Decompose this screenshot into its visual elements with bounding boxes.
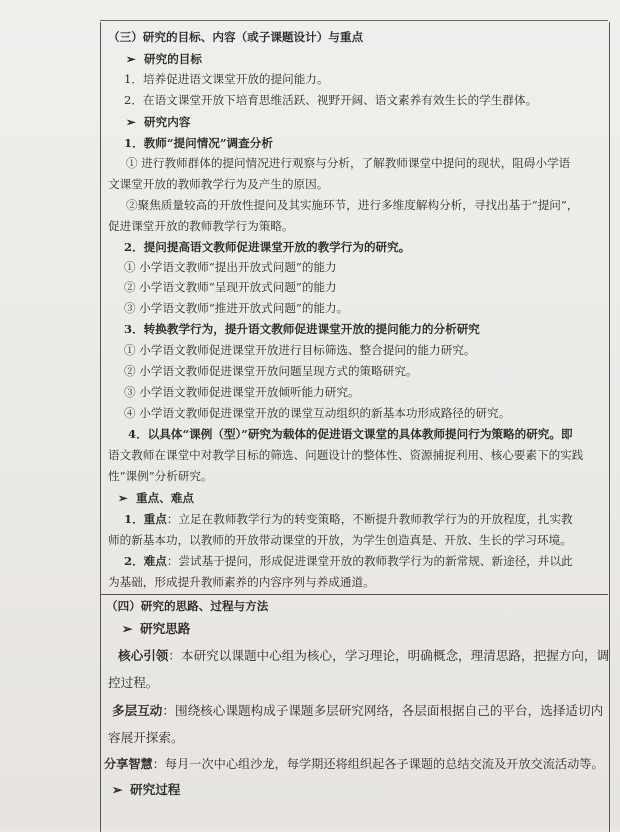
content-subheading xyxy=(126,115,190,129)
content-part1-line: ②聚焦质量较高的开放性提问及其实施环节，进行多维度解构分析，寻找出基于“提问”， xyxy=(126,198,579,212)
focus-title: 重点、难点 xyxy=(136,491,194,505)
approach-core-line: 控过程。 xyxy=(108,675,159,690)
content-part2-item: ① 小学语文教师“提出开放式问题”的能力 xyxy=(124,260,337,274)
approach-multi-text: ：围绕核心课题构成子课题多层研究网络，各层面根据自己的平台，选择适切内 xyxy=(162,703,604,718)
process-title: 研究过程 xyxy=(130,782,181,797)
goal-item-2: 2．在语文课堂开放下培育思维活跃、视野开阔、语文素养有效生长的学生群体。 xyxy=(124,93,538,107)
approach-subheading xyxy=(122,622,190,636)
content-part3-item: ① 小学语文教师促进课堂开放进行目标筛选、整合提问的能力研究。 xyxy=(124,343,476,357)
process-subheading xyxy=(112,783,180,797)
content-part4-line: 性“课例”分析研究。 xyxy=(108,469,213,483)
content-part1-title: 1．教师“提问情况”调查分析 xyxy=(124,136,273,150)
arrow-bullet-icon: ➢ xyxy=(112,782,123,797)
arrow-bullet-icon: ➢ xyxy=(126,115,136,129)
approach-share-label: 分享智慧 xyxy=(104,757,153,771)
content-title: 研究内容 xyxy=(144,115,191,129)
approach-core-label: 核心引领 xyxy=(118,648,169,663)
top-rule xyxy=(100,20,608,21)
content-part3-item: ④ 小学语文教师促进课堂开放的课堂互动组织的新基本功形成路径的研究。 xyxy=(124,406,511,420)
section3-heading: （三）研究的目标、内容（或子课题设计）与重点 xyxy=(108,30,364,44)
content-part1-line: ① 进行教师群体的提问情况进行观察与分析，了解教师课堂中提问的现状，阻碍小学语 xyxy=(126,156,571,170)
goals-subheading xyxy=(126,52,202,66)
content-part1-line: 文课堂开放的教师教学行为及产生的原因。 xyxy=(108,177,329,191)
content-part2-item: ② 小学语文教师“呈现开放式问题”的能力 xyxy=(124,280,337,294)
content-part3-item: ③ 小学语文教师促进课堂开放倾听能力研究。 xyxy=(124,385,360,399)
focus-key-line xyxy=(124,512,573,526)
focus-difficulty-text: ：尝试基于提问，形成促进课堂开放的教师教学行为的新常规、新途径，并以此 xyxy=(166,554,573,568)
goal-item-1: 1．培养促进语文课堂开放的提问能力。 xyxy=(124,72,329,86)
arrow-bullet-icon: ➢ xyxy=(122,621,133,636)
content-part2-item: ③ 小学语文教师“推进开放式问题”的能力。 xyxy=(124,301,349,315)
approach-multi-line xyxy=(112,704,603,718)
content-part3-title: 3．转换教学行为，提升语文教师促进课堂开放的提问能力的分析研究 xyxy=(124,322,480,336)
focus-subheading xyxy=(118,491,194,505)
approach-share-text: ：每月一次中心组沙龙，每学期还将组织起各子课题的总结交流及开放交流活动等。 xyxy=(152,757,604,771)
approach-core-line xyxy=(118,649,609,663)
approach-multi-label: 多层互动 xyxy=(112,703,163,718)
approach-title: 研究思路 xyxy=(140,621,191,636)
arrow-bullet-icon: ➢ xyxy=(118,491,128,505)
approach-multi-line: 容展开探索。 xyxy=(108,730,184,745)
content-part4-line: 4．以具体“课例（型）”研究为载体的促进语文课堂的具体教师提问行为策略的研究。即 xyxy=(128,427,573,441)
content-part4-line: 语文教师在课堂中对教学目标的筛选、问题设计的整体性、资源捕捉利用、核心要素下的实践 xyxy=(108,448,584,462)
focus-key-label: 1．重点 xyxy=(124,512,167,526)
focus-difficulty-line xyxy=(124,554,573,568)
content-part1-line: 促进课堂开放的教师教学行为策略。 xyxy=(108,219,294,233)
focus-key-line: 师的新基本功，以教师的开放带动课堂的开放，为学生创造真是、开放、生长的学习环境。 xyxy=(108,533,572,547)
content-part3-item: ② 小学语文教师促进课堂开放问题呈现方式的策略研究。 xyxy=(124,364,418,378)
section-divider xyxy=(100,594,608,595)
arrow-bullet-icon: ➢ xyxy=(126,52,136,66)
section4-heading: （四）研究的思路、过程与方法 xyxy=(106,599,269,613)
approach-share-line xyxy=(104,757,604,771)
focus-difficulty-label: 2．难点 xyxy=(124,554,167,568)
approach-core-text: ：本研究以课题中心组为核心，学习理论，明确概念，理清思路，把握方向，调 xyxy=(168,648,610,663)
content-part2-title: 2．提问提高语文教师促进课堂开放的教学行为的研究。 xyxy=(124,240,411,254)
focus-difficulty-line: 为基础，形成提升教师素养的内容序列与养成通道。 xyxy=(108,575,375,589)
focus-key-text: ：立足在教师教学行为的转变策略，不断提升教师教学行为的开放程度，扎实教 xyxy=(166,512,573,526)
goals-title: 研究的目标 xyxy=(144,52,202,66)
